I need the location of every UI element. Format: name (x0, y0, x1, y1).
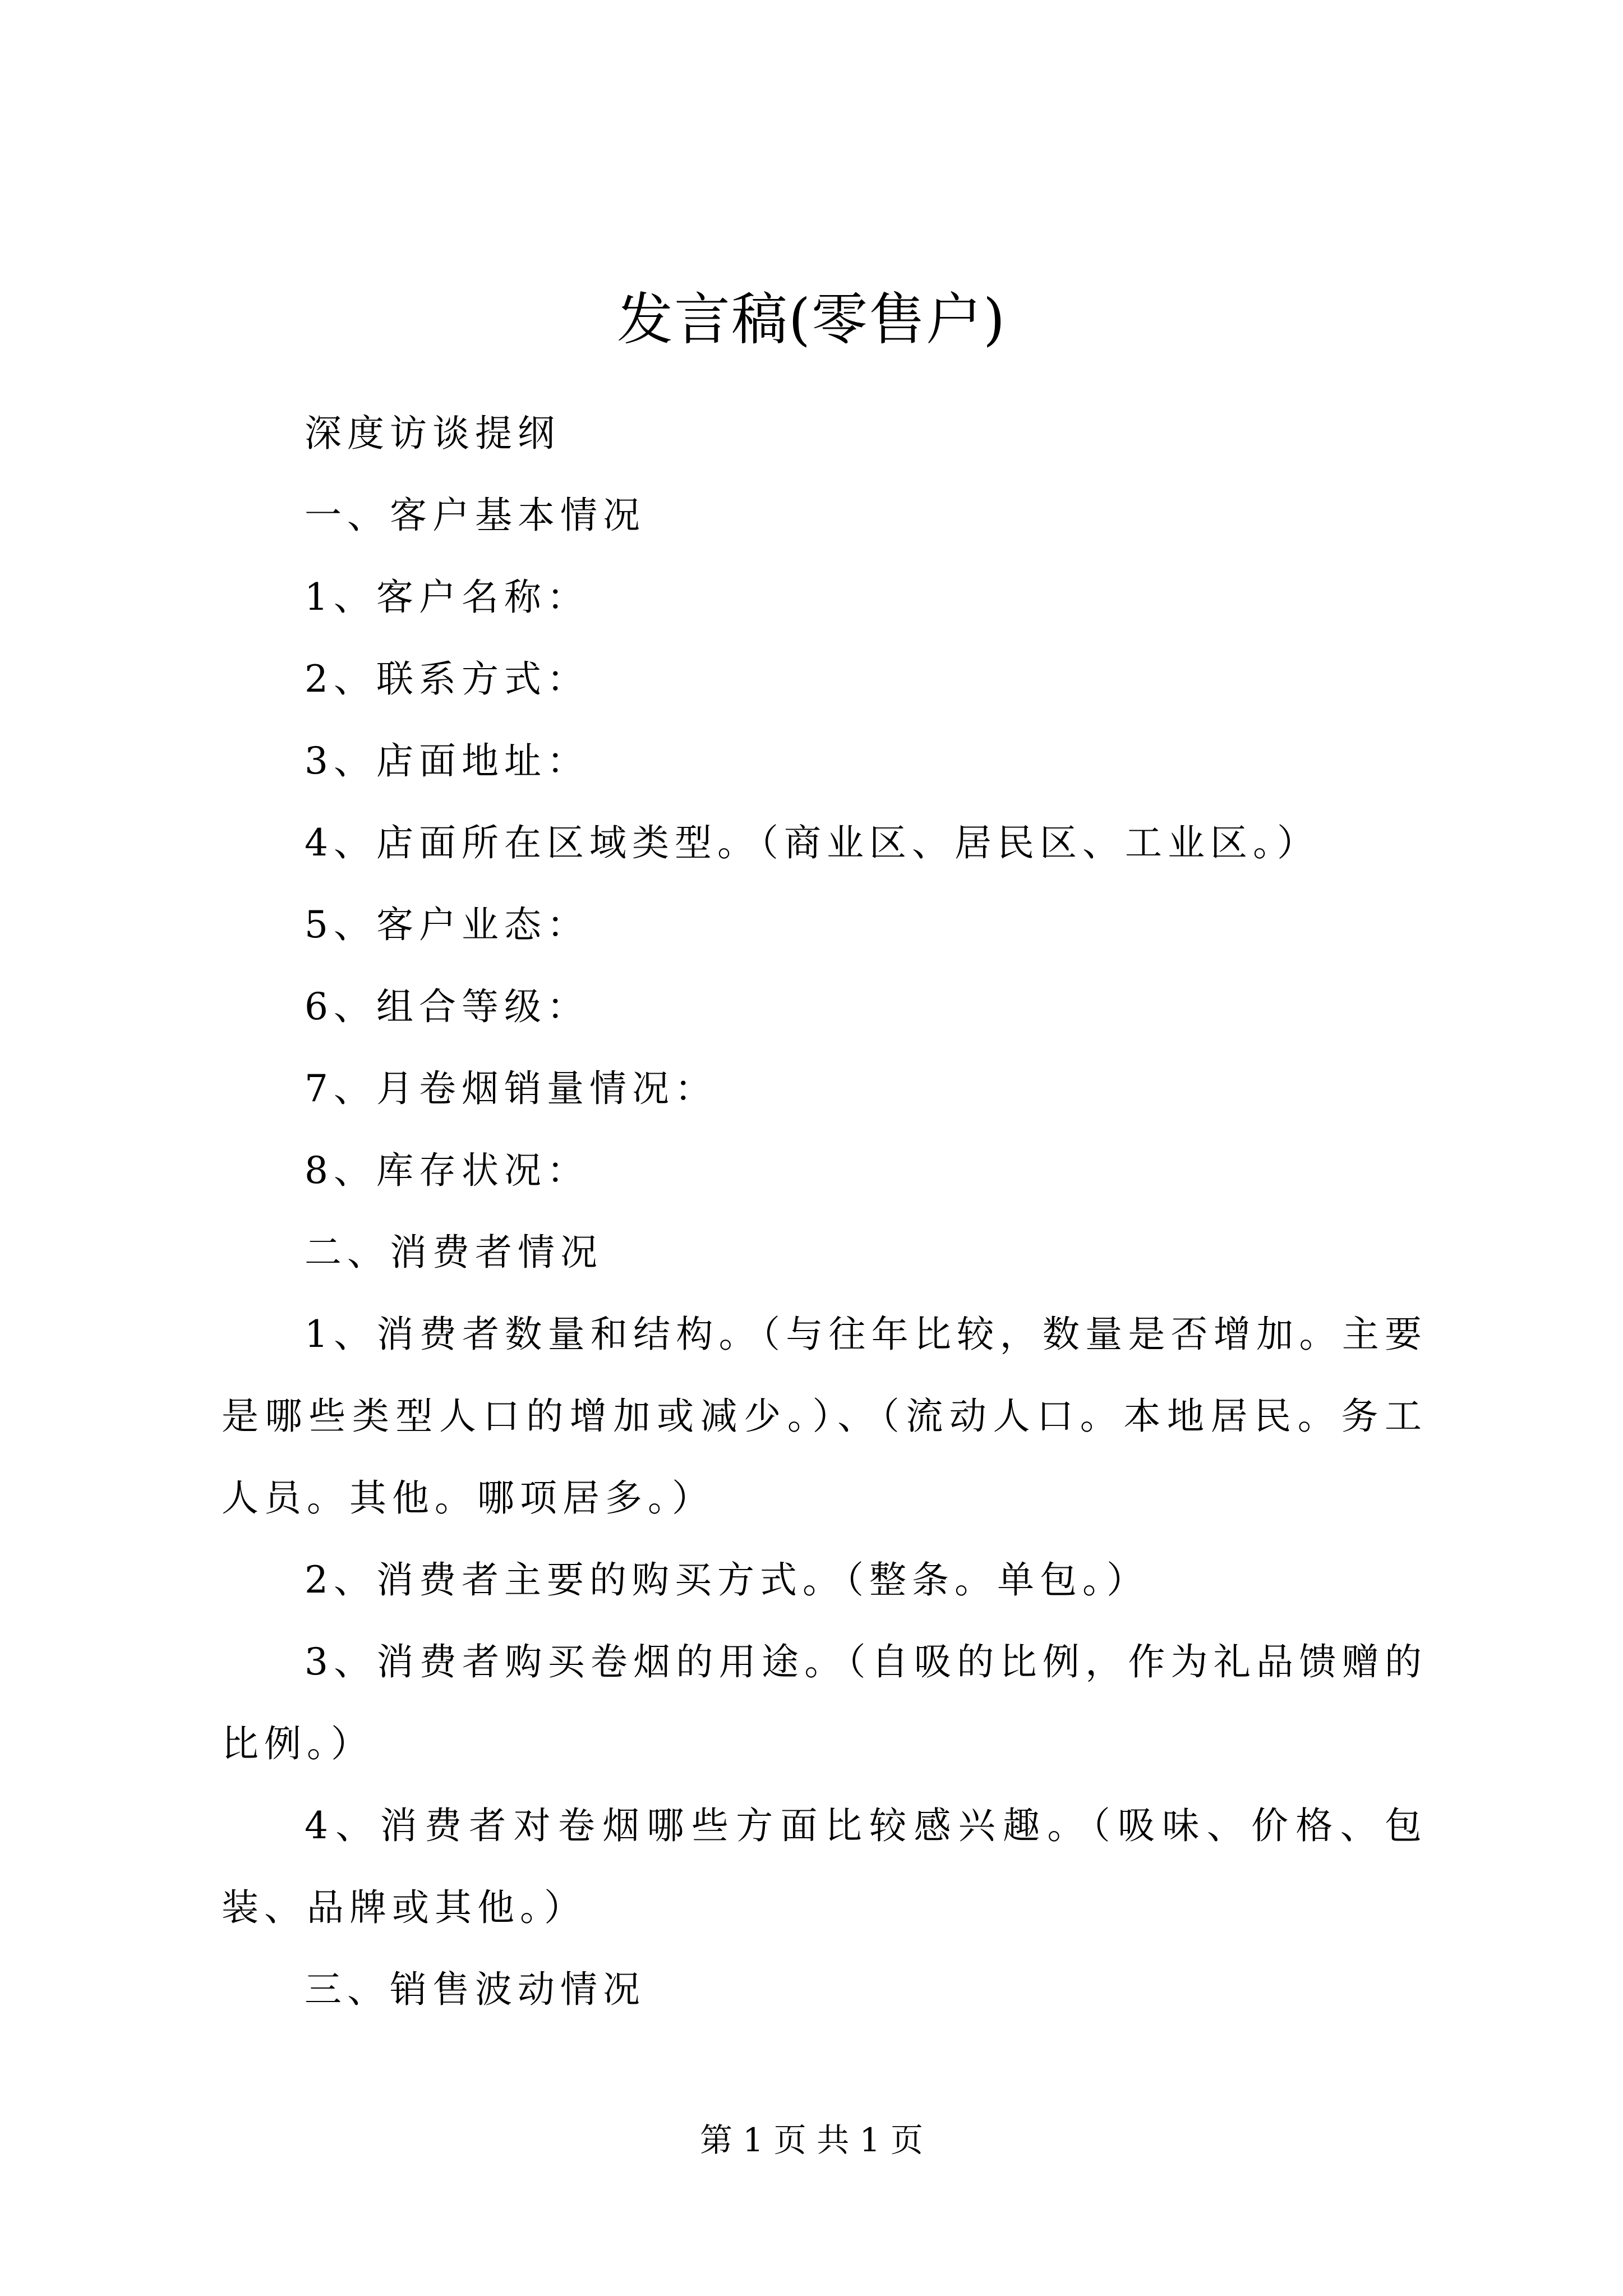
item-business-format: 5、客户业态： (305, 903, 589, 946)
item-contact: 2、联系方式： (305, 657, 589, 701)
item-grade: 6、组合等级： (305, 985, 589, 1028)
page-footer: 第 1 页 共 1 页 (700, 2121, 923, 2159)
item-customer-name: 1、客户名称： (305, 576, 589, 619)
item-inventory: 8、库存状况： (305, 1149, 589, 1192)
paragraph-purchase-use: 3、消费者购买卷烟的用途。（自吸的比例，作为礼品馈赠的比例。） (222, 1640, 1427, 1765)
document-body (222, 393, 1427, 2031)
item-area-type: 4、店面所在区域类型。（商业区、居民区、工业区。） (305, 821, 1320, 864)
paragraph-purchase-method: 2、消费者主要的购买方式。（整条。单包。） (305, 1558, 1149, 1602)
item-store-address: 3、店面地址： (305, 739, 589, 783)
item-monthly-sales: 7、月卷烟销量情况： (305, 1067, 717, 1110)
outline-heading: 深度访谈提纲 (305, 412, 560, 455)
paragraph-consumer-structure: 1、消费者数量和结构。（与往年比较，数量是否增加。主要是哪些类型人口的增加或减少。）、（流动人口。本地居民。务工人员。其他。哪项居多。） (222, 1313, 1427, 1520)
document-title: 发言稿(零售户) (616, 287, 1007, 352)
paragraph-consumer-interest: 4、消费者对卷烟哪些方面比较感兴趣。（吸味、价格、包装、品牌或其他。） (222, 1804, 1427, 1929)
section-heading-sales: 三、销售波动情况 (305, 1968, 645, 2011)
section-heading-consumers: 二、消费者情况 (305, 1231, 603, 1274)
section-heading-customer: 一、客户基本情况 (305, 494, 645, 537)
